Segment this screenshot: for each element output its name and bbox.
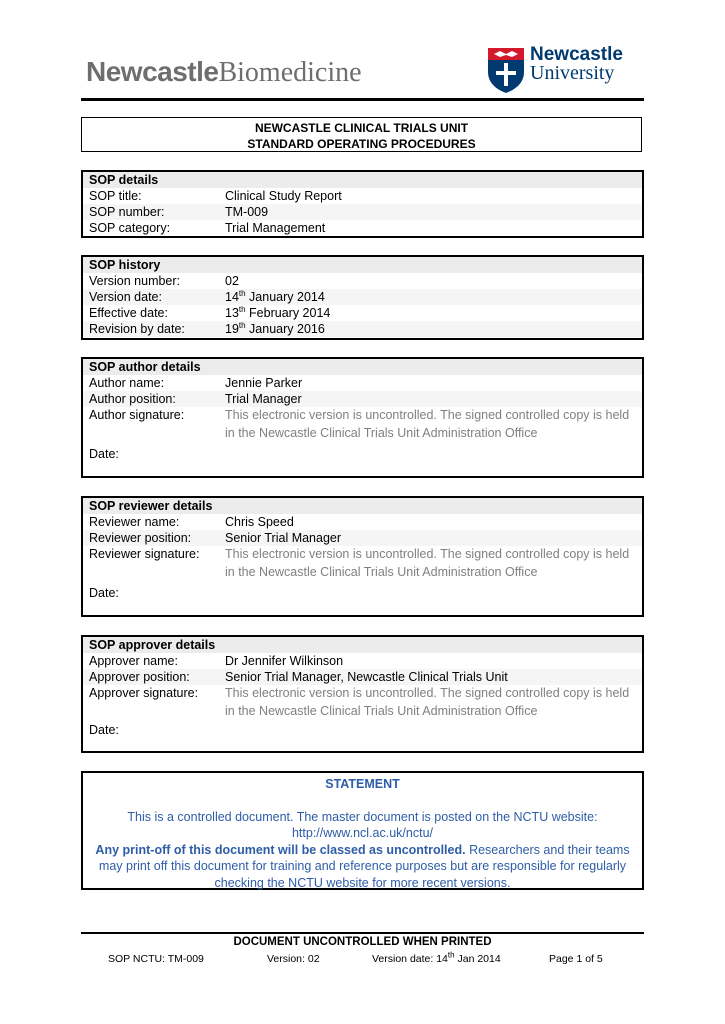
version-date-row: Version date: 14th January 2014 xyxy=(83,289,642,305)
sop-history-section xyxy=(81,255,644,340)
newcastle-biomedicine-logo: NewcastleBiomedicine xyxy=(86,56,362,88)
footer-version-date: Version date: 14th Jan 2014 xyxy=(372,950,501,965)
sop-category-row: SOP category: Trial Management xyxy=(89,221,326,235)
document-title-box xyxy=(81,117,642,152)
footer-page-number: Page 1 of 5 xyxy=(549,953,603,965)
approver-date-row: Date: xyxy=(89,723,119,737)
nctu-website-link[interactable]: http://www.ncl.ac.uk/nctu/ xyxy=(291,826,434,840)
sop-approver-section xyxy=(81,635,644,753)
effective-date-row: Effective date: 13th February 2014 xyxy=(89,304,331,320)
footer-version: Version: 02 xyxy=(267,953,320,965)
sop-author-section xyxy=(81,357,644,478)
header-divider xyxy=(81,98,644,101)
author-name-row: Author name: Jennie Parker xyxy=(89,376,303,390)
author-date-row: Date: xyxy=(89,447,119,461)
title-line-1: NEWCASTLE CLINICAL TRIALS UNIT xyxy=(254,121,469,135)
reviewer-name-row: Reviewer name: Chris Speed xyxy=(89,515,294,529)
footer-sop-number: SOP NCTU: TM-009 xyxy=(108,953,204,965)
title-line-2: STANDARD OPERATING PROCEDURES xyxy=(247,137,476,151)
revision-date-row: Revision by date: 19th January 2016 xyxy=(83,321,642,337)
sop-number-row: SOP number: TM-009 xyxy=(83,204,642,220)
section-heading: SOP details xyxy=(83,172,642,188)
statement-body: Any print-off of this document will be classed as uncontrolled. Researchers and their teams may print off this document for training and reference purposes but are responsible for regularly checking the NCTU website for more recent versions. xyxy=(95,842,630,890)
approver-name-row: Approver name: Dr Jennifer Wilkinson xyxy=(89,654,344,668)
section-heading: SOP history xyxy=(83,257,642,273)
footer-divider xyxy=(81,932,644,934)
sop-reviewer-section xyxy=(81,496,644,617)
approver-signature-row: Approver signature: This electronic version is uncontrolled. The signed controlled copy is held in the Newcastle Clinical Trials Unit Administration Office xyxy=(89,686,630,718)
approver-position-row: Approver position: Senior Trial Manager, Newcastle Clinical Trials Unit xyxy=(83,669,642,685)
statement-line-1: This is a controlled document. The master document is posted on the NCTU website: xyxy=(127,809,598,824)
version-number-row: Version number: 02 xyxy=(89,274,239,288)
sop-title-row: SOP title: Clinical Study Report xyxy=(89,189,342,203)
footer-title: DOCUMENT UNCONTROLLED WHEN PRINTED xyxy=(233,936,492,948)
sop-details-section xyxy=(81,170,644,238)
reviewer-signature-row: Reviewer signature: This electronic version is uncontrolled. The signed controlled copy is held in the Newcastle Clinical Trials Unit Administration Office xyxy=(89,547,630,579)
reviewer-position-row: Reviewer position: Senior Trial Manager xyxy=(83,530,642,546)
statement-title: STATEMENT xyxy=(325,777,400,791)
author-position-row: Author position: Trial Manager xyxy=(83,391,642,407)
section-heading: SOP reviewer details xyxy=(83,498,642,514)
newcastle-university-logo: Newcastle University xyxy=(486,46,636,96)
reviewer-date-row: Date: xyxy=(89,586,119,600)
author-signature-row: Author signature: This electronic version is uncontrolled. The signed controlled copy is held in the Newcastle Clinical Trials Unit Administration Office xyxy=(89,408,630,440)
section-heading: SOP approver details xyxy=(83,637,642,653)
statement-box xyxy=(81,771,644,890)
university-crest-icon xyxy=(486,46,526,94)
section-heading: SOP author details xyxy=(83,359,642,375)
